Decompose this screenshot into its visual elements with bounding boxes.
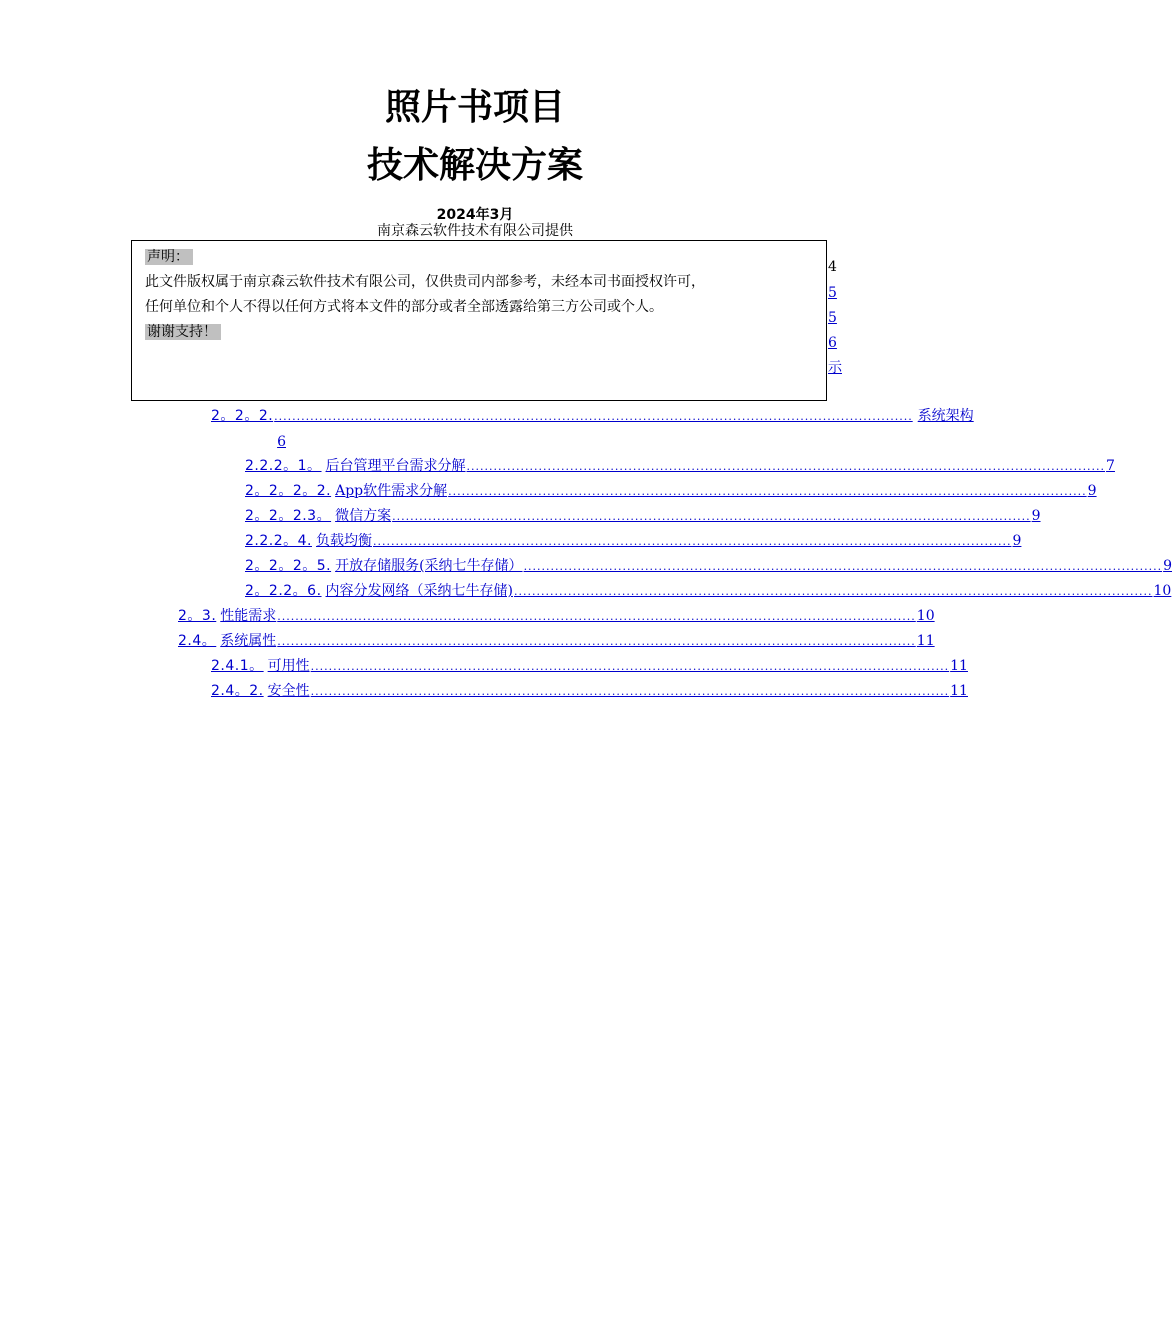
toc-entry-page: 11 — [916, 633, 935, 649]
toc-entry-number: 2。3. — [178, 608, 217, 624]
document-date: 2024年3月 — [436, 207, 514, 223]
toc-leader-dots: .............................................................................................................................................. — [392, 510, 1031, 523]
toc-entry-2-4-2[interactable] — [211, 681, 968, 702]
toc-entry-2-2-2[interactable] — [211, 406, 974, 427]
toc-entry-number: 2.4。2. — [211, 683, 264, 699]
toc-entry-2-4[interactable] — [178, 631, 935, 652]
toc-entry-2-3[interactable] — [178, 606, 935, 627]
toc-leader-dots: .............................................................................................................................................. — [277, 610, 916, 623]
toc-entry-title: App软件需求分解 — [335, 483, 448, 499]
disclaimer-label — [145, 247, 193, 267]
disclaimer-text-line1: 此文件版权属于南京森云软件技术有限公司，仅供贵司内部参考，未经本司书面授权许可， — [145, 274, 705, 290]
toc-leader-dots: .............................................................................................................................................. — [523, 560, 1163, 573]
toc-entry-number: 2.2.2。4. — [245, 533, 312, 549]
toc-entry-page: 9 — [1087, 483, 1097, 499]
toc-entry-2-2-2-3[interactable] — [245, 506, 1041, 527]
toc-entry-2-2-2-5[interactable] — [245, 556, 1172, 577]
toc-entry-title: 系统属性 — [220, 633, 277, 649]
toc-entry-title: 内容分发网络（采纳七牛存储) — [325, 583, 513, 599]
toc-entry-page: 11 — [950, 683, 968, 699]
disclaimer-box — [131, 240, 827, 401]
toc-side-page-number: 4 — [828, 259, 837, 275]
toc-leader-dots: .............................................................................................................................................. — [466, 460, 1106, 473]
toc-entry-page: 10 — [916, 608, 935, 624]
toc-leader-dots: .............................................................................................................................................. — [310, 660, 950, 673]
toc-entry-2-2-2-2[interactable] — [245, 481, 1097, 502]
toc-entry-number: 2.4。 — [178, 633, 217, 649]
toc-entry-title: 系统架构 — [917, 408, 974, 424]
toc-entry-number: 2。2。2. — [211, 408, 274, 424]
toc-entry-page: 9 — [1012, 533, 1022, 549]
toc-leader-dots: .............................................................................................................................................. — [310, 685, 950, 698]
disclaimer-thanks-text: 谢谢支持！ — [145, 324, 221, 340]
toc-entry-title: 安全性 — [267, 683, 310, 699]
disclaimer-text-line2: 任何单位和个人不得以任何方式将本文件的部分或者全部透露给第三方公司或个人。 — [145, 299, 663, 315]
toc-leader-dots: .............................................................................................................................................. — [274, 410, 913, 423]
toc-entry-2-2-2-6[interactable] — [245, 581, 1172, 602]
toc-leader-dots: .............................................................................................................................................. — [448, 485, 1087, 498]
document-provider: 南京森云软件技术有限公司提供 — [377, 223, 573, 239]
toc-entry-2-2-2-4[interactable] — [245, 531, 1022, 552]
toc-entry-2-4-1[interactable] — [211, 656, 968, 677]
toc-entry-page: 10 — [1153, 583, 1172, 599]
toc-leader-dots: .............................................................................................................................................. — [372, 535, 1012, 548]
toc-entry-number: 2.4.1。 — [211, 658, 264, 674]
toc-leader-dots: .............................................................................................................................................. — [514, 585, 1153, 598]
toc-entry-page: 9 — [1163, 558, 1172, 574]
toc-entry-page: 9 — [1031, 508, 1041, 524]
disclaimer-label-text: 声明： — [145, 249, 193, 265]
document-title-line1: 照片书项目 — [384, 87, 565, 128]
toc-entry-title: 后台管理平台需求分解 — [325, 458, 466, 474]
toc-side-page-number[interactable]: 示 — [828, 360, 842, 376]
toc-entry-number: 2。2。2。5. — [245, 558, 332, 574]
toc-side-page-number[interactable]: 5 — [828, 285, 837, 301]
toc-entry-number: 2。2。2。2. — [245, 483, 332, 499]
toc-entry-number: 2.2.2。1。 — [245, 458, 322, 474]
toc-entry-title: 开放存储服务(采纳七牛存储） — [335, 558, 523, 574]
toc-entry-title: 微信方案 — [335, 508, 392, 524]
toc-entry-page[interactable]: 6 — [277, 434, 286, 450]
disclaimer-thanks — [145, 322, 221, 342]
toc-entry-page: 11 — [950, 658, 968, 674]
toc-leader-dots: .............................................................................................................................................. — [277, 635, 916, 648]
toc-entry-title: 可用性 — [267, 658, 310, 674]
toc-entry-title: 性能需求 — [220, 608, 277, 624]
document-title-line2: 技术解决方案 — [366, 145, 583, 186]
toc-entry-page: 7 — [1106, 458, 1115, 474]
toc-entry-number: 2。2。2.3。 — [245, 508, 332, 524]
toc-side-page-number[interactable]: 5 — [828, 310, 837, 326]
toc-entry-number: 2。2.2。6. — [245, 583, 322, 599]
toc-entry-2-2-2-1[interactable] — [245, 456, 1115, 477]
toc-side-page-number[interactable]: 6 — [828, 335, 837, 351]
toc-entry-title: 负载均衡 — [315, 533, 372, 549]
